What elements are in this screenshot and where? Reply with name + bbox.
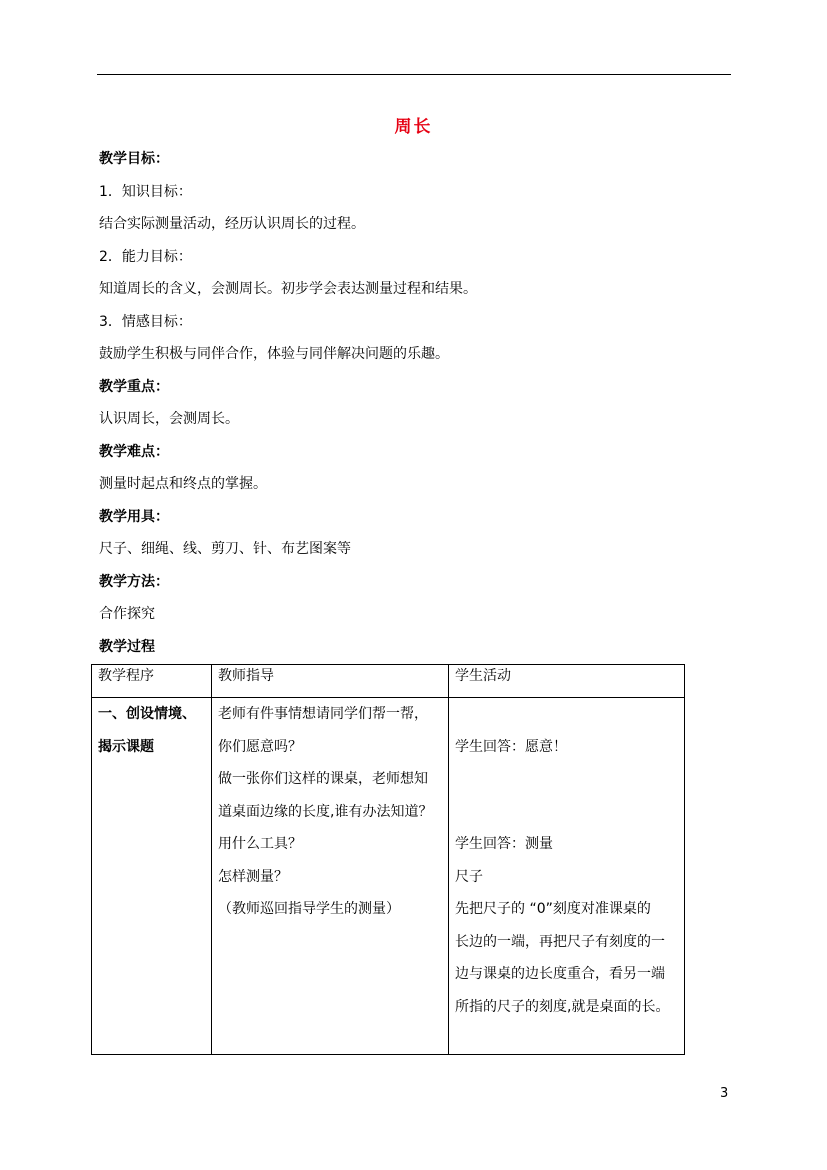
teacher-line: 怎样测量？	[218, 868, 288, 885]
student-line	[455, 796, 678, 829]
student-line: 边与课桌的边长度重合，看另一端	[455, 966, 665, 982]
student-line: 先把尺子的 “0”刻度对准课桌的	[455, 901, 651, 917]
student-cell	[449, 698, 685, 1055]
difficulty-text: 测量时起点和终点的掌握。	[99, 476, 267, 492]
goal1-text: 结合实际测量活动，经历认识周长的过程。	[99, 216, 365, 232]
step-line: 一、创设情境、	[98, 706, 196, 722]
goal1-heading: 1．知识目标：	[99, 184, 192, 200]
teaching-process-table	[91, 664, 685, 1055]
student-line: 所指的尺子的刻度,就是桌面的长。	[455, 998, 670, 1015]
key-heading: 教学重点：	[99, 379, 169, 395]
goal2-heading: 2．能力目标：	[99, 249, 192, 265]
teacher-line: 老师有件事情想请同学们帮一帮，	[218, 706, 428, 722]
teacher-line: 用什么工具？	[218, 836, 302, 852]
student-line: 长边的一端，再把尺子有刻度的一	[455, 933, 665, 950]
step-cell	[92, 698, 212, 1055]
student-line: 学生回答：愿意！	[455, 738, 567, 755]
tools-text: 尺子、细绳、线、剪刀、针、布艺图案等	[99, 541, 351, 557]
difficulty-heading: 教学难点：	[99, 444, 169, 460]
key-text: 认识周长，会测周长。	[99, 411, 239, 427]
page-number: 3	[720, 1086, 729, 1101]
header-teacher: 教师指导	[212, 665, 449, 698]
step-line: 揭示课题	[98, 738, 154, 755]
goal3-heading: 3．情感目标：	[99, 314, 192, 330]
teacher-cell	[212, 698, 449, 1055]
method-heading: 教学方法：	[99, 574, 169, 590]
header-student: 学生活动	[449, 665, 685, 698]
teacher-line: 道桌面边缘的长度,谁有办法知道？	[218, 803, 433, 820]
goal3-text: 鼓励学生积极与同伴合作，体验与同伴解决问题的乐趣。	[99, 346, 449, 362]
method-text: 合作探究	[99, 606, 155, 622]
teacher-line: （教师巡回指导学生的测量）	[218, 901, 400, 917]
process-heading: 教学过程	[99, 639, 155, 655]
teacher-line: 你们愿意吗？	[218, 738, 302, 755]
table-header-row	[92, 665, 685, 698]
tools-heading: 教学用具：	[99, 509, 169, 525]
goal2-text: 知道周长的含义，会测周长。初步学会表达测量过程和结果。	[99, 281, 477, 297]
header-step: 教学程序	[92, 665, 212, 698]
table-row	[92, 698, 685, 1055]
student-line: 尺子	[455, 868, 483, 885]
student-line: 学生回答：测量	[455, 836, 553, 852]
teacher-line: 做一张你们这样的课桌，老师想知	[218, 771, 428, 787]
goals-heading: 教学目标：	[99, 151, 169, 167]
student-line	[455, 763, 678, 796]
header-rule	[97, 74, 731, 75]
student-line	[455, 698, 678, 731]
document-title: 周长	[394, 117, 433, 137]
